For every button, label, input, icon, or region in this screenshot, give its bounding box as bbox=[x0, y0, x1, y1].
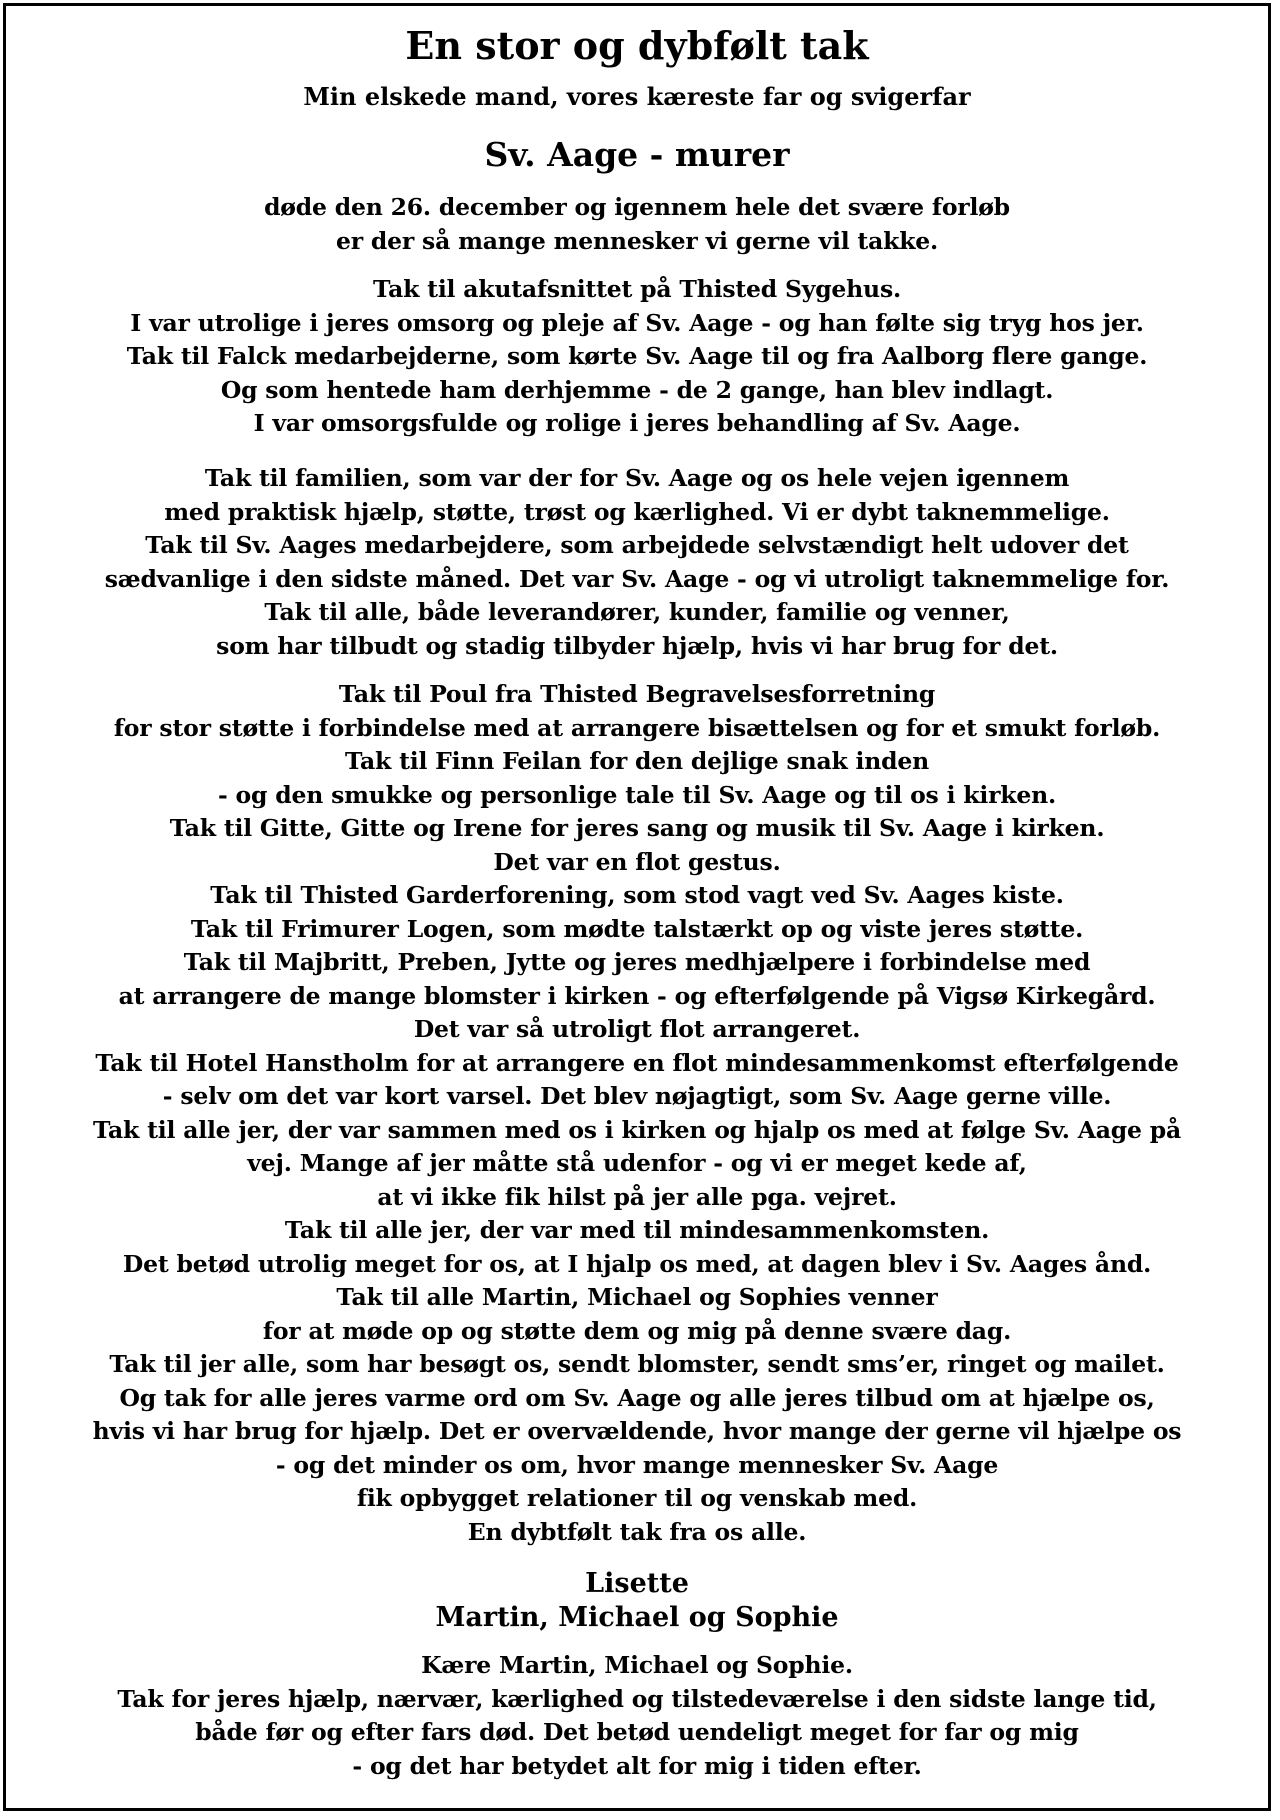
funeral-paragraph bbox=[26, 678, 1248, 1549]
family-paragraph bbox=[26, 462, 1248, 663]
closing-line: - og det har betydet alt for mig i tiden efter. bbox=[352, 1751, 922, 1780]
funeral-line: Det var en flot gestus. bbox=[493, 847, 781, 876]
closing-line: både før og efter fars død. Det betød uendeligt meget for far og mig bbox=[195, 1718, 1079, 1746]
funeral-line: Tak til alle jer, der var sammen med os i kirken og hjalp os med at følge Sv. Aage på bbox=[92, 1115, 1182, 1144]
intro-paragraph bbox=[26, 191, 1248, 258]
deceased-name: Sv. Aage - murer bbox=[484, 135, 790, 174]
family-line: Tak til alle, både leverandører, kunder, familie og venner, bbox=[264, 598, 1010, 626]
family-line: Tak til familien, som var der for Sv. Aage og os hele vejen igennem bbox=[204, 464, 1070, 492]
funeral-line: Tak til Thisted Garderforening, som stod vagt ved Sv. Aages kiste. bbox=[210, 881, 1064, 909]
notice-title: En stor og dybfølt tak bbox=[405, 23, 869, 68]
hospital-paragraph bbox=[26, 273, 1248, 441]
closing-line: Kære Martin, Michael og Sophie. bbox=[421, 1651, 853, 1679]
funeral-line: Tak til jer alle, som har besøgt os, sendt blomster, sendt sms’er, ringet og mailet. bbox=[109, 1350, 1165, 1378]
funeral-line: Det betød utrolig meget for os, at I hjalp os med, at dagen blev i Sv. Aages ånd. bbox=[122, 1249, 1152, 1278]
funeral-line: Tak til Gitte, Gitte og Irene for jeres sang og musik til Sv. Aage i kirken. bbox=[169, 814, 1105, 842]
funeral-line: at arrangere de mange blomster i kirken - og efterfølgende på Vigsø Kirkegård. bbox=[118, 981, 1156, 1010]
hospital-line: I var omsorgsfulde og rolige i jeres behandling af Sv. Aage. bbox=[253, 409, 1021, 437]
funeral-line: Tak til Hotel Hanstholm for at arrangere en flot mindesammenkomst efterfølgende bbox=[95, 1048, 1179, 1077]
funeral-line: Det var så utroligt flot arrangeret. bbox=[413, 1015, 861, 1043]
funeral-line: at vi ikke fik hilst på jer alle pga. vejret. bbox=[377, 1182, 897, 1211]
family-line: Tak til Sv. Aages medarbejdere, som arbejdede selvstændigt helt udover det bbox=[145, 531, 1129, 559]
funeral-line: Tak til Finn Feilan for den dejlige snak inden bbox=[344, 747, 930, 775]
funeral-line: Og tak for alle jeres varme ord om Sv. Aage og alle jeres tilbud om at hjælpe os, bbox=[119, 1383, 1155, 1412]
funeral-line: - og den smukke og personlige tale til Sv. Aage og til os i kirken. bbox=[218, 780, 1056, 809]
notice-subtitle: Min elskede mand, vores kæreste far og svigerfar bbox=[303, 82, 971, 111]
funeral-line: - og det minder os om, hvor mange mennesker Sv. Aage bbox=[275, 1450, 999, 1479]
funeral-line: Tak til Frimurer Logen, som mødte talstærkt op og viste jeres støtte. bbox=[190, 914, 1084, 943]
signer-names: Martin, Michael og Sophie bbox=[435, 1602, 839, 1633]
funeral-line: vej. Mange af jer måtte stå udenfor - og vi er meget kede af, bbox=[247, 1149, 1027, 1177]
funeral-line: - selv om det var kort varsel. Det blev nøjagtigt, som Sv. Aage gerne ville. bbox=[162, 1082, 1112, 1110]
closing-paragraph bbox=[26, 1649, 1248, 1783]
funeral-line: hvis vi har brug for hjælp. Det er overvældende, hvor mange der gerne vil hjælpe os bbox=[92, 1417, 1182, 1445]
funeral-line: for stor støtte i forbindelse med at arrangere bisættelsen og for et smukt forløb. bbox=[113, 713, 1161, 742]
family-line: som har tilbudt og stadig tilbyder hjælp, hvis vi har brug for det. bbox=[216, 631, 1058, 660]
funeral-line: fik opbygget relationer til og venskab med. bbox=[356, 1484, 918, 1512]
funeral-line: Tak til Majbritt, Preben, Jytte og jeres medhjælpere i forbindelse med bbox=[183, 948, 1091, 976]
funeral-line: Tak til alle jer, der var med til mindesammenkomsten. bbox=[284, 1216, 990, 1244]
intro-line: er der så mange mennesker vi gerne vil takke. bbox=[335, 226, 939, 255]
hospital-line: Tak til akutafsnittet på Thisted Sygehus. bbox=[373, 275, 901, 303]
funeral-line: for at møde op og støtte dem og mig på denne svære dag. bbox=[262, 1316, 1012, 1345]
signer-name: Lisette bbox=[585, 1568, 689, 1599]
funeral-line: Tak til Poul fra Thisted Begravelsesforretning bbox=[338, 680, 936, 708]
hospital-line: Tak til Falck medarbejderne, som kørte Sv. Aage til og fra Aalborg flere gange. bbox=[126, 342, 1148, 370]
hospital-line: I var utrolige i jeres omsorg og pleje af Sv. Aage - og han følte sig tryg hos jer. bbox=[130, 308, 1144, 337]
obituary-notice bbox=[3, 3, 1271, 1811]
funeral-line: Tak til alle Martin, Michael og Sophies venner bbox=[336, 1283, 938, 1311]
family-line: sædvanlige i den sidste måned. Det var Sv. Aage - og vi utroligt taknemmelige for. bbox=[104, 564, 1170, 593]
signers bbox=[6, 1567, 1268, 1635]
family-line: med praktisk hjælp, støtte, trøst og kærlighed. Vi er dybt taknemmelige. bbox=[164, 497, 1110, 526]
funeral-line: En dybtfølt tak fra os alle. bbox=[467, 1517, 807, 1546]
intro-line: døde den 26. december og igennem hele det svære forløb bbox=[264, 193, 1010, 221]
closing-line: Tak for jeres hjælp, nærvær, kærlighed og tilstedeværelse i den sidste lange tid, bbox=[117, 1684, 1157, 1713]
hospital-line: Og som hentede ham derhjemme - de 2 gange, han blev indlagt. bbox=[220, 375, 1054, 404]
